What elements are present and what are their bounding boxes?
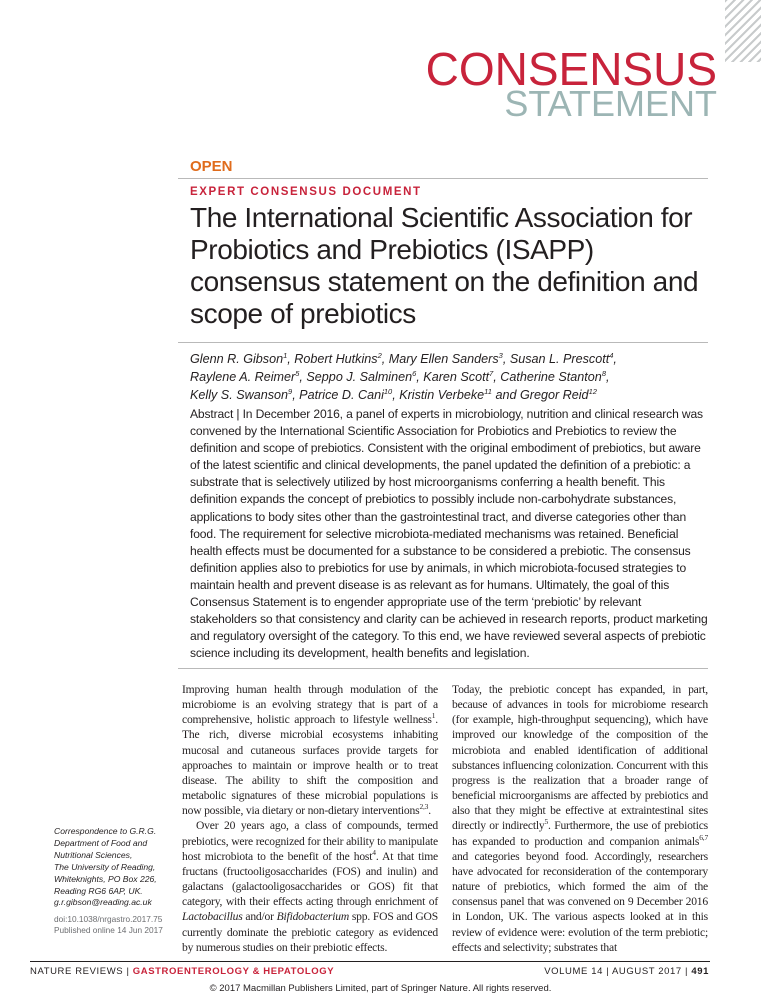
correspondence-line: The University of Reading, [54, 861, 156, 872]
citation: 4 [372, 847, 376, 857]
doi-link[interactable]: doi:10.1038/nrgastro.2017.75 [54, 914, 163, 924]
body-text: spp. FOS and GOS currently dominate the prebiotic category as evidenced by numerous studies on their prebiotic effects. [182, 910, 438, 954]
journal-name: NATURE REVIEWS [30, 966, 124, 977]
author-affiliation: 11 [484, 386, 492, 396]
body-text: Today, the prebiotic concept has expanded, in part, because of advances in tools for microbiome research (for example, high-throughput sequencing), which have improved our knowledge of the composition of the microbiota and enabled identification of additional substances influencing colonization. Concurrent with this progress is the realization that a broader range of beneficial microorganisms are affected by prebiotics and also that they might be effective at extraintestinal sites directly or indirectly [452, 683, 708, 833]
abstract [190, 406, 710, 662]
author-affiliation: 2 [377, 350, 382, 360]
subjournal-name: GASTROENTEROLOGY & HEPATOLOGY [132, 966, 335, 977]
footer-separator: | [123, 966, 133, 977]
author-separator: , [613, 352, 617, 366]
author-affiliation: 7 [489, 368, 494, 378]
correspondence-line: Correspondence to G.R.G. [54, 826, 157, 836]
genus-name: Bifidobacterium [276, 910, 349, 924]
citation: 5 [544, 817, 549, 827]
published-date: Published online 14 Jun 2017 [54, 925, 163, 935]
open-access-label: OPEN [190, 158, 233, 175]
issue-date: AUGUST 2017 [612, 966, 682, 977]
footer-separator: | [602, 966, 612, 977]
document-type-label: EXPERT CONSENSUS DOCUMENT [190, 186, 422, 198]
body-text: . [428, 804, 431, 818]
body-text: Over 20 years ago, a class of compounds, termed prebiotics, were recognized for their ability to manipulate host microbiota to the benefit of the host [182, 819, 438, 863]
author-name: , Susan L. Prescott [502, 352, 610, 366]
author-name: , Kristin Verbeke [392, 388, 485, 402]
author-name: , Patrice D. Cani [292, 388, 384, 402]
author-name: Glenn R. Gibson [190, 352, 284, 366]
copyright-notice: © 2017 Macmillan Publishers Limited, part of Springer Nature. All rights reserved. [209, 983, 552, 994]
author-name: , Robert Hutkins [287, 352, 378, 366]
volume-number: VOLUME 14 [544, 966, 603, 977]
author-separator: , [605, 370, 610, 384]
author-affiliation: 8 [601, 368, 606, 378]
body-column-left [182, 682, 438, 955]
footer-issue [544, 966, 709, 977]
author-name: , Mary Ellen Sanders [381, 352, 499, 366]
abstract-rule [178, 668, 708, 669]
footer-rule [30, 961, 710, 962]
body-paragraph [182, 818, 438, 954]
author-list [190, 350, 710, 404]
author-affiliation: 3 [498, 350, 503, 360]
author-affiliation: 1 [283, 350, 288, 360]
author-name: , Catherine Stanton [493, 370, 602, 384]
article-title: The International Scientific Association for Probiotics and Prebiotics (ISAPP) consensus statement on the definition and scope of prebiotics [190, 202, 699, 329]
brand-consensus: CONSENSUS [425, 43, 717, 95]
correspondence-line: Nutritional Sciences, [54, 849, 133, 860]
citation: 1 [431, 711, 436, 721]
body-text: Improving human health through modulation of the microbiome is an evolving strategy that is part of a comprehensive, holistic approach to lifestyle wellness [182, 683, 438, 727]
author-name: , Karen Scott [416, 370, 490, 384]
citation: 6,7 [699, 832, 708, 842]
correspondence-email-link[interactable]: g.r.gibson@reading.ac.uk [54, 897, 152, 908]
body-text: and categories beyond food. Accordingly, researchers have advocated for reconsideration of the contemporary nature of prebiotics, which formed the aim of the consensus panel that was convened on 9 December 2016 in London, UK. The various aspects looked at in this review of evidence were: evolution of the term prebiotic; effects and selectivity; substrates that [452, 849, 708, 954]
author-line-1 [190, 350, 710, 368]
author-affiliation: 10 [383, 386, 393, 396]
body-paragraph [182, 682, 438, 818]
author-name: Kelly S. Swanson [190, 388, 289, 402]
author-affiliation: 12 [588, 386, 597, 396]
author-line-3 [190, 386, 710, 404]
footer-journal [30, 966, 334, 977]
author-name: , Seppo J. Salminen [299, 370, 413, 384]
header-rule [178, 178, 708, 179]
citation: 2,3 [419, 802, 429, 812]
body-text: . The rich, diverse microbial ecosystems inhabiting mucosal and cutaneous surfaces provide targets for approaches to maintain or improve health or to treat disease. The ability to shift the composition and metabolic signatures of these microbial populations is now possible, via dietary or non-dietary interventions [182, 713, 438, 818]
body-column-right [452, 682, 708, 955]
correspondence-note [54, 826, 172, 909]
doi-block [54, 914, 174, 936]
footer-separator: | [681, 966, 692, 977]
correspondence-line: Whiteknights, PO Box 226, [54, 873, 157, 884]
author-line-2 [190, 368, 710, 386]
corner-stripes-decoration [725, 0, 761, 62]
title-rule [178, 342, 708, 343]
abstract-label: Abstract | [190, 407, 243, 421]
author-name: Raylene A. Reimer [190, 370, 296, 384]
body-text: . Furthermore, the use of prebiotics has expanded to production and companion animals [452, 819, 708, 848]
page-number: 491 [691, 966, 709, 977]
author-affiliation: 4 [609, 350, 614, 360]
abstract-text: In December 2016, a panel of experts in microbiology, nutrition and clinical research was convened by the International Scientific Association for Probiotics and Prebiotics to review the definition and scope of prebiotics. Consistent with the original embodiment of prebiotics, but aware of the latest scientific and clinical developments, the panel updated the definition of a prebiotic: a substrate that is selectively utilized by host microorganisms conferring a health benefit. This definition expands the concept of prebiotics to possibly include non-carbohydrate substances, applications to body sites other than the gastrointestinal tract, and diverse categories other than food. The requirement for selective microbiota-mediated mechanisms was retained. Beneficial health effects must be documented for a substance to be considered a prebiotic. The consensus definition applies also to prebiotics for use by animals, in which microbiota-focused strategies to maintain health and prevent disease is as relevant as for humans. Ultimately, the goal of this Consensus Statement is to engender appropriate use of the term ‘prebiotic’ by relevant stakeholders so that consistency and clarity can be achieved in research reports, product marketing and regulatory oversight of the category. To this end, we have reviewed several aspects of prebiotic science including its development, health benefits and legislation. [190, 407, 708, 661]
correspondence-line: Reading RG6 6AP, UK. [54, 885, 143, 896]
correspondence-line: Department of Food and [54, 837, 148, 848]
body-text: and/or [242, 910, 277, 924]
author-affiliation: 5 [295, 368, 300, 378]
brand-statement: STATEMENT [504, 83, 717, 124]
author-affiliation: 9 [288, 386, 293, 396]
author-affiliation: 6 [412, 368, 417, 378]
body-paragraph [452, 682, 708, 955]
body-text: . At that time fructans (fructooligosaccharides (FOS) and inulin) and galactans (galactooligosaccharides or GOS) fit that category, with their effects acting through enrichment of [182, 849, 438, 909]
genus-name: Lactobacillus [182, 910, 243, 924]
author-name: and Gregor Reid [491, 388, 589, 402]
